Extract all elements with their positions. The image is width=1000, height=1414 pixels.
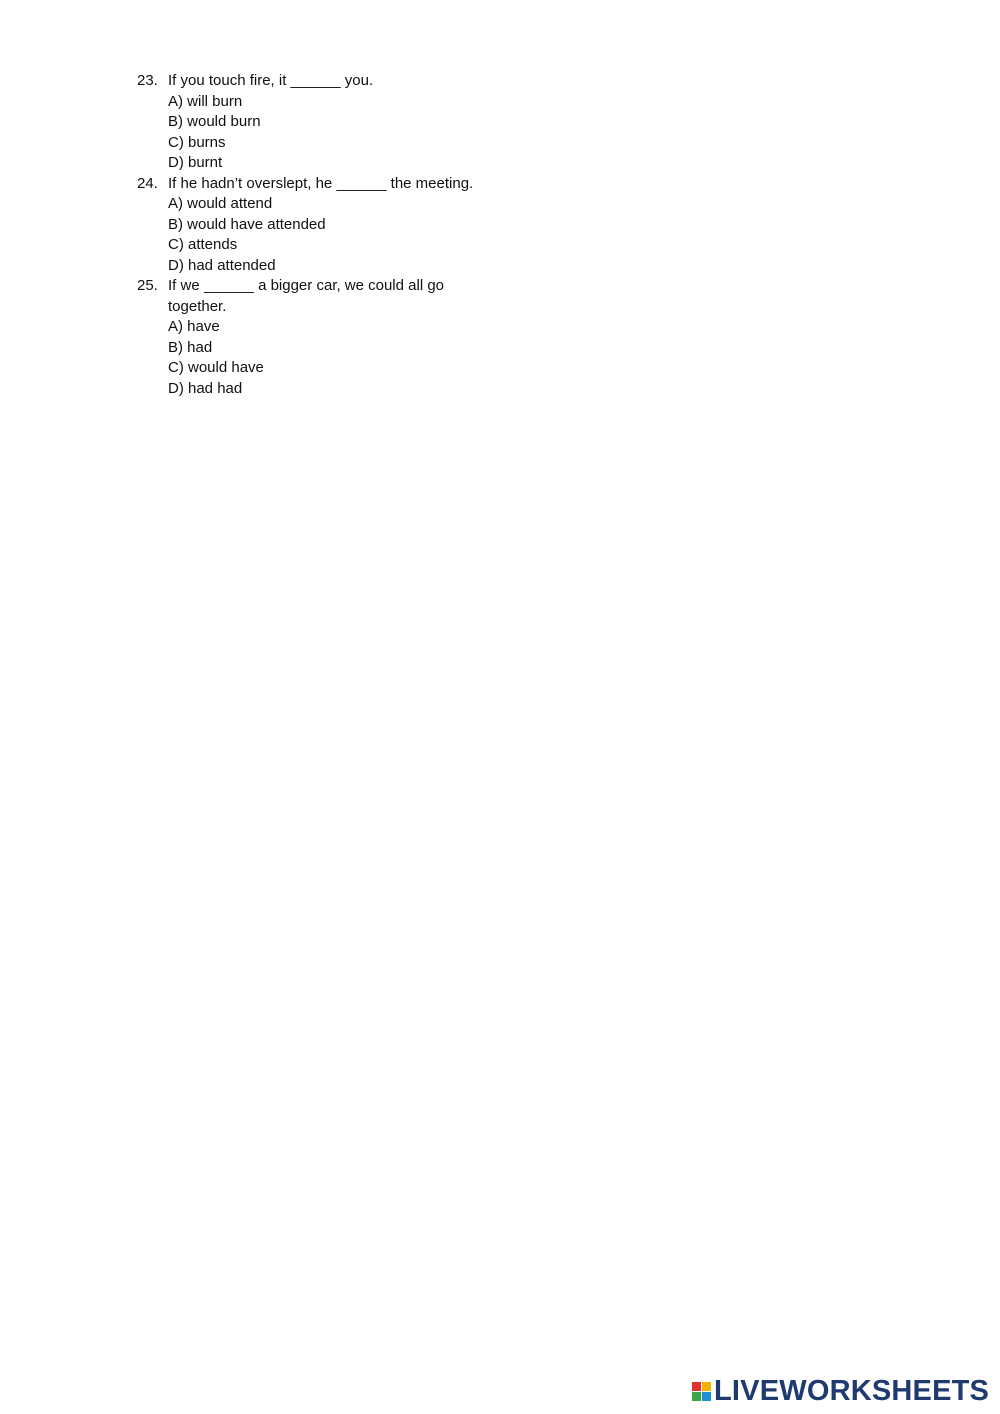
option-d: D) had attended — [168, 256, 276, 274]
question-number: 25. — [137, 277, 158, 294]
question-number: 24. — [137, 174, 158, 192]
liveworksheets-logo-icon — [692, 1382, 711, 1401]
option-d: D) had had — [168, 379, 243, 397]
question-text: If we ______ a bigger car, we could all go together. — [168, 277, 445, 315]
question-25 — [137, 276, 557, 399]
option-b: B) had — [168, 338, 213, 356]
option-c: C) attends — [168, 236, 238, 253]
question-23 — [137, 71, 557, 174]
liveworksheets-brand — [692, 1374, 989, 1408]
option-d: D) burnt — [168, 154, 223, 171]
option-a: A) have — [168, 318, 220, 335]
question-body — [168, 276, 557, 399]
question-24 — [137, 174, 557, 277]
question-list — [137, 71, 557, 399]
question-text: If you touch fire, it ______ you. — [168, 72, 374, 89]
option-a: A) will burn — [168, 92, 243, 110]
question-body — [168, 71, 557, 174]
option-c: C) would have — [168, 359, 264, 376]
option-b: B) would burn — [168, 113, 261, 130]
option-b: B) would have attended — [168, 215, 326, 233]
question-text: If he hadn’t overslept, he ______ the meeting. — [168, 174, 474, 192]
option-c: C) burns — [168, 133, 226, 151]
brand-wordmark: LIVEWORKSHEETS — [714, 1375, 990, 1407]
question-body — [168, 174, 557, 277]
question-number: 23. — [137, 72, 158, 89]
option-a: A) would attend — [168, 195, 273, 212]
